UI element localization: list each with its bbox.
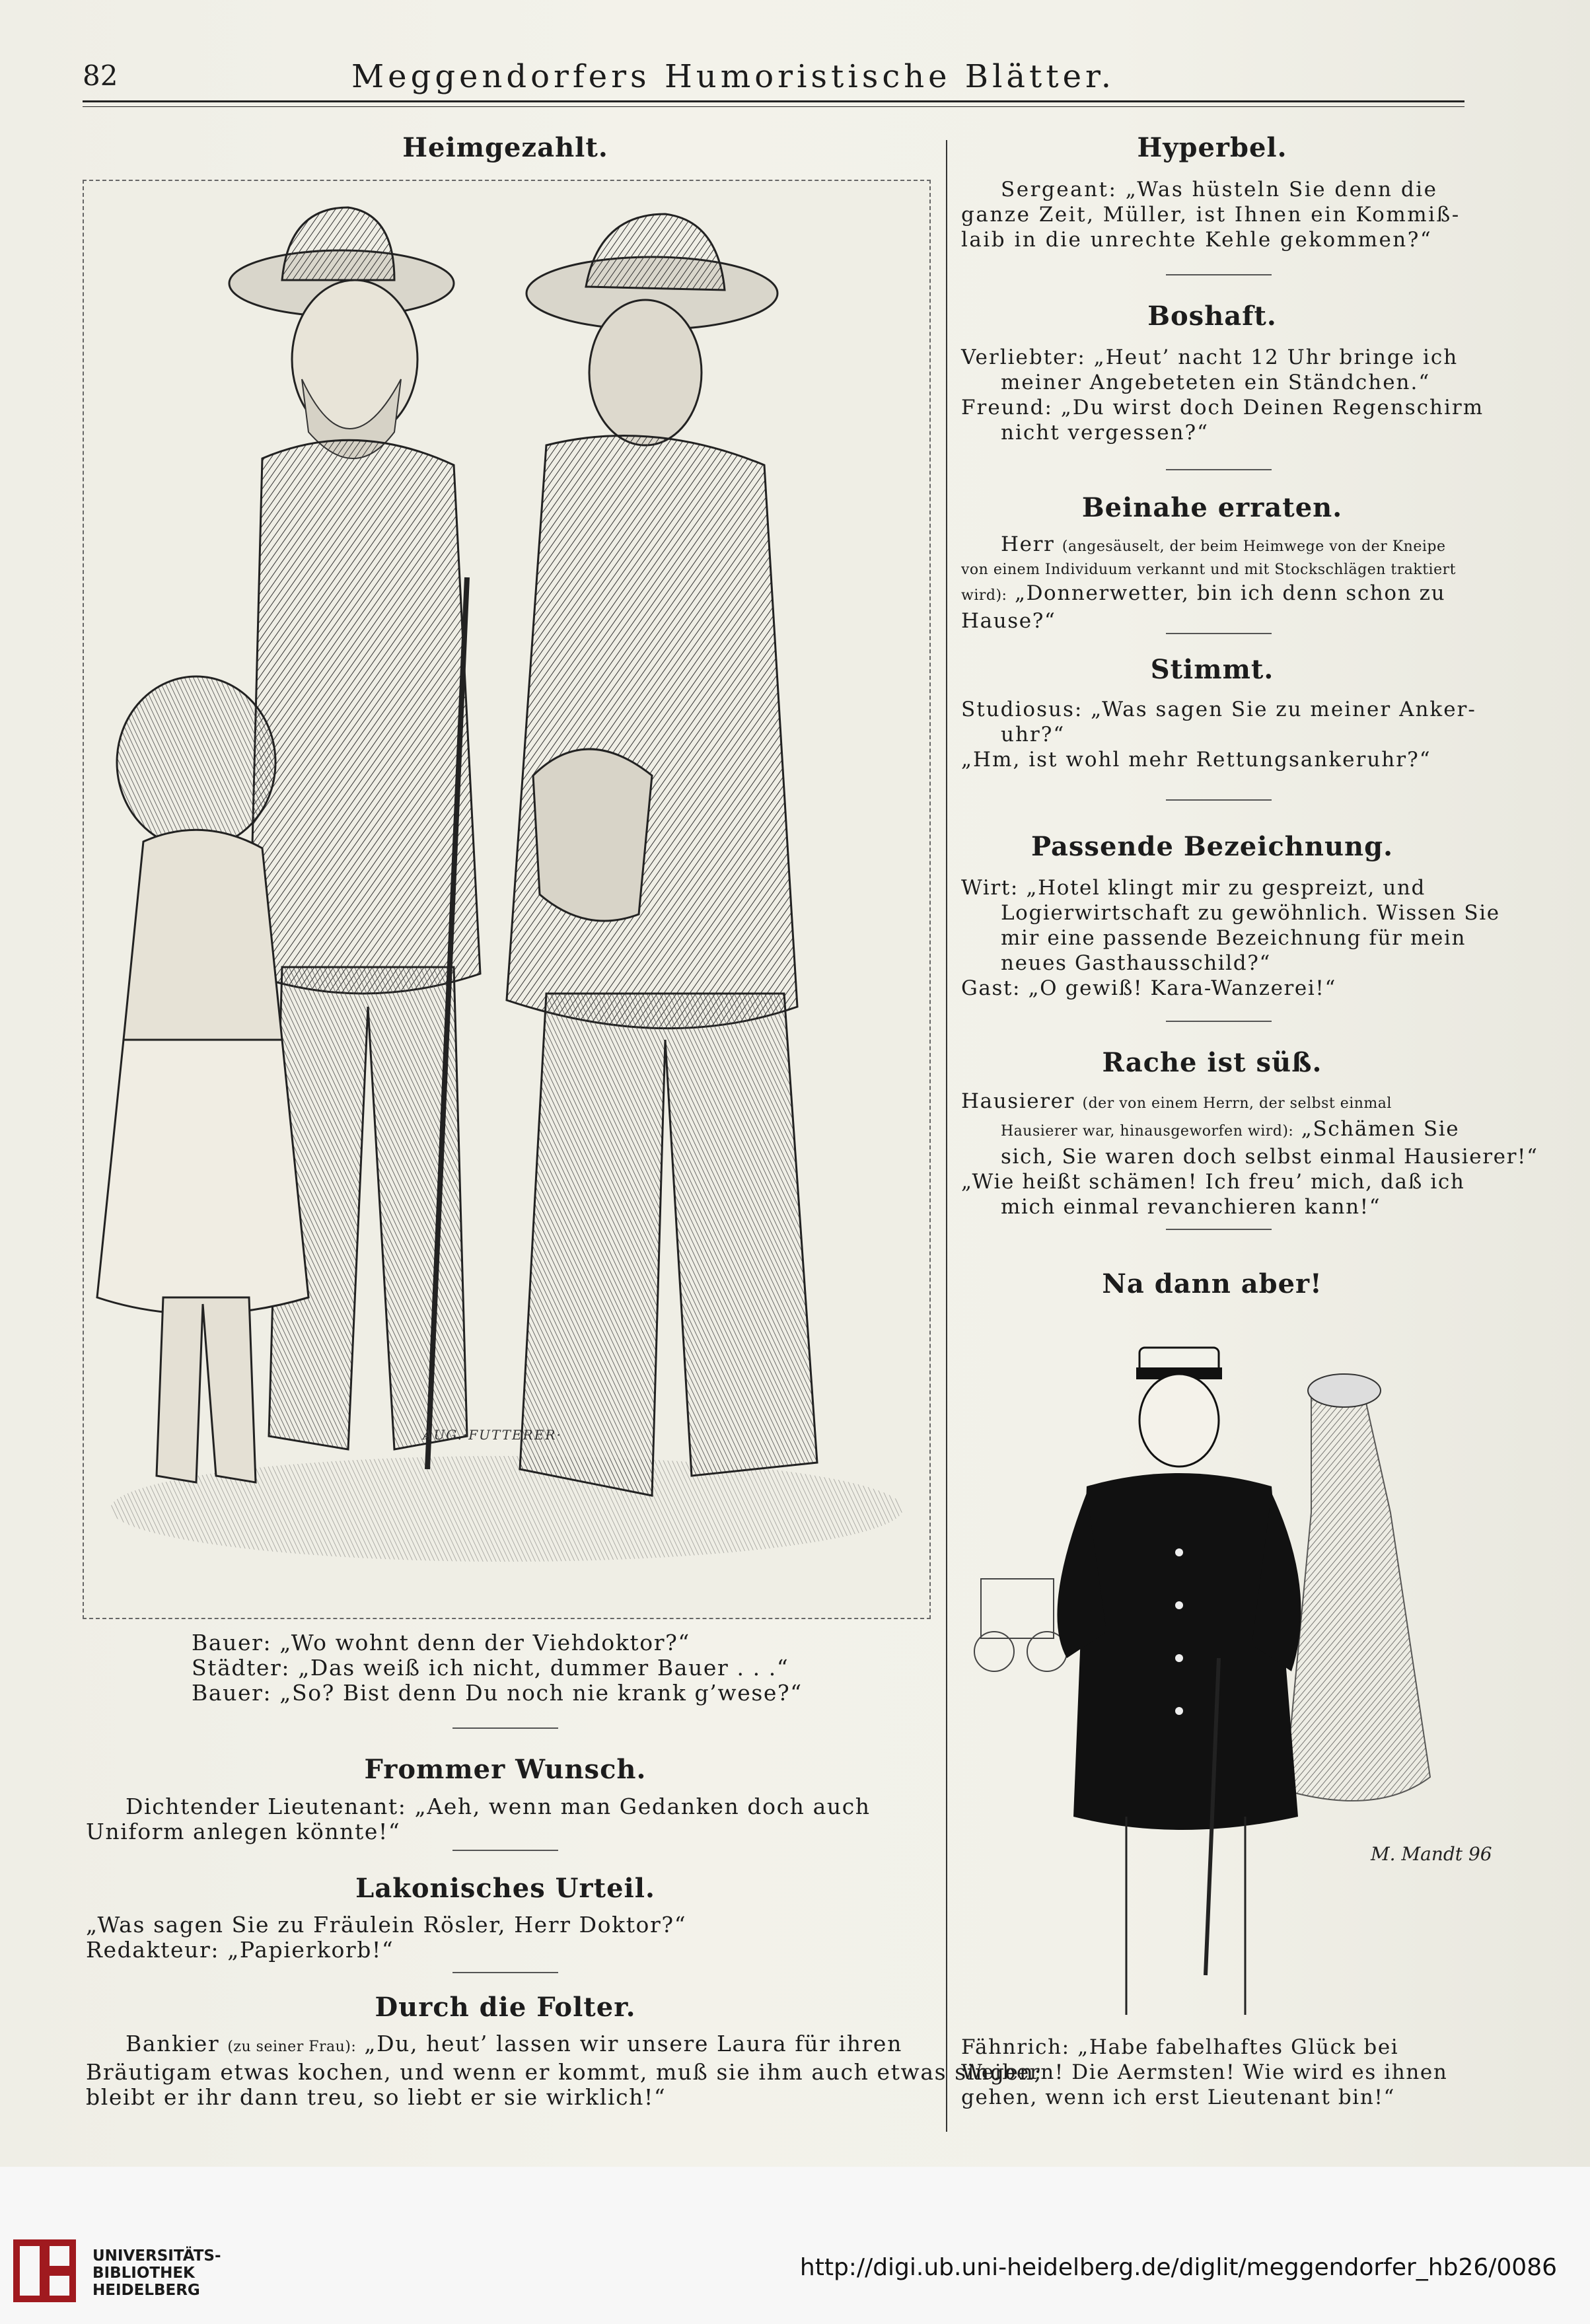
text-line: Hause?“ — [961, 609, 1056, 633]
heimgezahlt-caption — [192, 1630, 803, 1706]
hyperbel-title: Hyperbel. — [1137, 132, 1287, 163]
stage-direction: wird): — [961, 587, 1007, 604]
library-name-line: UNIVERSITÄTS- — [92, 2247, 221, 2265]
separator — [1166, 799, 1272, 801]
boshaft-title: Boshaft. — [1147, 301, 1277, 332]
text-line: meiner Angebeteten ein Ständchen.“ — [1001, 371, 1431, 394]
ensign-illustration — [968, 1315, 1473, 2035]
stage-direction: von einem Individuum verkannt und mit Stockschlägen traktiert — [961, 562, 1456, 578]
text-line — [961, 1089, 1538, 1116]
speech: „Schämen Sie — [1301, 1117, 1460, 1141]
page-number: 82 — [83, 59, 118, 92]
hyperbel-text — [961, 177, 1461, 252]
separator — [1166, 633, 1272, 634]
lakonisch-title: Lakonisches Urteil. — [355, 1873, 655, 1904]
text-line — [86, 2031, 1042, 2060]
separator — [452, 1727, 558, 1729]
text-line: Weibern! Die Aermsten! Wie wird es ihnen — [961, 2060, 1448, 2084]
footer-bar — [0, 2167, 1590, 2324]
text-line: Gast: „O gewiß! Kara-Wanzerei!“ — [961, 976, 1336, 1000]
text-line: nicht vergessen?“ — [1001, 421, 1209, 445]
text-line: Bräutigam etwas kochen, und wenn er kommt, muß sie ihm auch etwas singen; — [86, 2059, 1043, 2085]
folter-text — [86, 2031, 1042, 2110]
university-logo-icon — [13, 2239, 76, 2302]
lakonisch-text — [86, 1912, 686, 1963]
text-line: Verliebter: „Heut’ nacht 12 Uhr bringe ich — [961, 345, 1459, 369]
folter-title: Durch die Folter. — [375, 1992, 636, 2023]
separator — [452, 1850, 558, 1851]
rache-text — [961, 1089, 1538, 1219]
passende-text — [961, 875, 1500, 1001]
caption-line: Bauer: „So? Bist denn Du noch nie krank g’wese?“ — [192, 1680, 803, 1706]
text-line: Logierwirtschaft zu gewöhnlich. Wissen Sie — [1001, 901, 1500, 925]
source-url-link[interactable]: http://digi.ub.uni-heidelberg.de/diglit/meggendorfer_hb26/0086 — [799, 2254, 1557, 2281]
text-line — [961, 532, 1456, 560]
text-line: „Wie heißt schämen! Ich freu’ mich, daß ich — [961, 1170, 1465, 1194]
stage-direction: Hausierer war, hinausgeworfen wird): — [1001, 1123, 1294, 1140]
speech: „Donnerwetter, bin ich denn schon zu — [1014, 581, 1446, 605]
text-line: laib in die unrechte Kehle gekommen?“ — [961, 228, 1433, 252]
text-line — [961, 581, 1456, 608]
illustration-signature: AUG.·FUTTERER· — [423, 1427, 562, 1443]
speaker: Hausierer — [961, 1089, 1075, 1113]
separator — [1166, 274, 1272, 275]
text-line: mich einmal revanchieren kann!“ — [1001, 1195, 1381, 1219]
boshaft-text — [961, 345, 1484, 445]
stimmt-title: Stimmt. — [1150, 654, 1274, 685]
header-rule-thin — [83, 106, 1464, 107]
text-line: Freund: „Du wirst doch Deinen Regenschirm — [961, 396, 1484, 419]
na-dann-title: Na dann aber! — [1102, 1268, 1322, 1299]
beinahe-text — [961, 532, 1456, 634]
stage-direction: (zu seiner Frau): — [227, 2039, 357, 2055]
text-line — [961, 1116, 1538, 1144]
text-line: „Was sagen Sie zu Fräulein Rösler, Herr Doktor?“ — [86, 1912, 687, 1938]
stage-direction: (angesäuselt, der beim Heimwege von der Kneipe — [1062, 538, 1446, 555]
library-name-line: HEIDELBERG — [92, 2282, 200, 2299]
separator — [452, 1972, 558, 1973]
text-line: „Hm, ist wohl mehr Rettungsankeruhr?“ — [961, 748, 1431, 772]
text-line: Uniform anlegen könnte!“ — [86, 1819, 401, 1844]
speaker: Bankier — [126, 2031, 220, 2056]
text-line: Wirt: „Hotel klingt mir zu gespreizt, und — [961, 876, 1426, 900]
separator — [1166, 1229, 1272, 1230]
caption-line: Bauer: „Wo wohnt denn der Viehdoktor?“ — [192, 1630, 690, 1655]
caption-line: Städter: „Das weiß ich nicht, dummer Bauer . . .“ — [192, 1655, 789, 1681]
frommer-title: Frommer Wunsch. — [364, 1754, 647, 1785]
text-line: Studiosus: „Was sagen Sie zu meiner Anker- — [961, 698, 1476, 721]
speech: „Du, heut’ lassen wir unsere Laura für ihren — [364, 2031, 902, 2056]
text-line: Redakteur: „Papierkorb!“ — [86, 1937, 394, 1963]
heimgezahlt-title: Heimgezahlt. — [402, 132, 608, 163]
text-line: bleibt er ihr dann treu, so liebt er sie wirklich!“ — [86, 2084, 667, 2110]
passende-title: Passende Bezeichnung. — [1030, 831, 1394, 862]
text-line: Sergeant: „Was hüsteln Sie denn die — [1001, 178, 1438, 201]
column-divider — [946, 140, 947, 2132]
journal-title: Meggendorfers Humoristische Blätter. — [351, 58, 1115, 95]
separator — [1166, 1021, 1272, 1022]
stage-direction: (der von einem Herrn, der selbst einmal — [1082, 1095, 1392, 1112]
text-line: ganze Zeit, Müller, ist Ihnen ein Kommiß- — [961, 203, 1461, 227]
text-line: neues Gasthausschild?“ — [1001, 951, 1271, 975]
text-line: Dichtender Lieutenant: „Aeh, wenn man Gedanken doch auch — [126, 1794, 871, 1819]
ensign-signature: M. Mandt 96 — [1371, 1843, 1492, 1865]
rache-title: Rache ist süß. — [1102, 1047, 1322, 1078]
na-dann-text — [961, 2035, 1447, 2110]
text-line: Fähnrich: „Habe fabelhaftes Glück bei — [961, 2035, 1399, 2059]
stimmt-text — [961, 697, 1476, 772]
text-line: mir eine passende Bezeichnung für mein — [1001, 926, 1466, 950]
frommer-text — [86, 1794, 871, 1844]
farmers-illustration — [83, 180, 931, 1619]
text-line: gehen, wenn ich erst Lieutenant bin!“ — [961, 2086, 1395, 2109]
separator — [1166, 469, 1272, 470]
beinahe-title: Beinahe erraten. — [1081, 492, 1343, 523]
speaker: Herr — [1001, 532, 1055, 556]
text-line: uhr?“ — [1001, 723, 1066, 746]
library-name — [92, 2247, 221, 2299]
header-rule — [83, 100, 1464, 102]
text-line: sich, Sie waren doch selbst einmal Hausierer!“ — [1001, 1145, 1538, 1169]
library-name-line: BIBLIOTHEK — [92, 2265, 195, 2282]
